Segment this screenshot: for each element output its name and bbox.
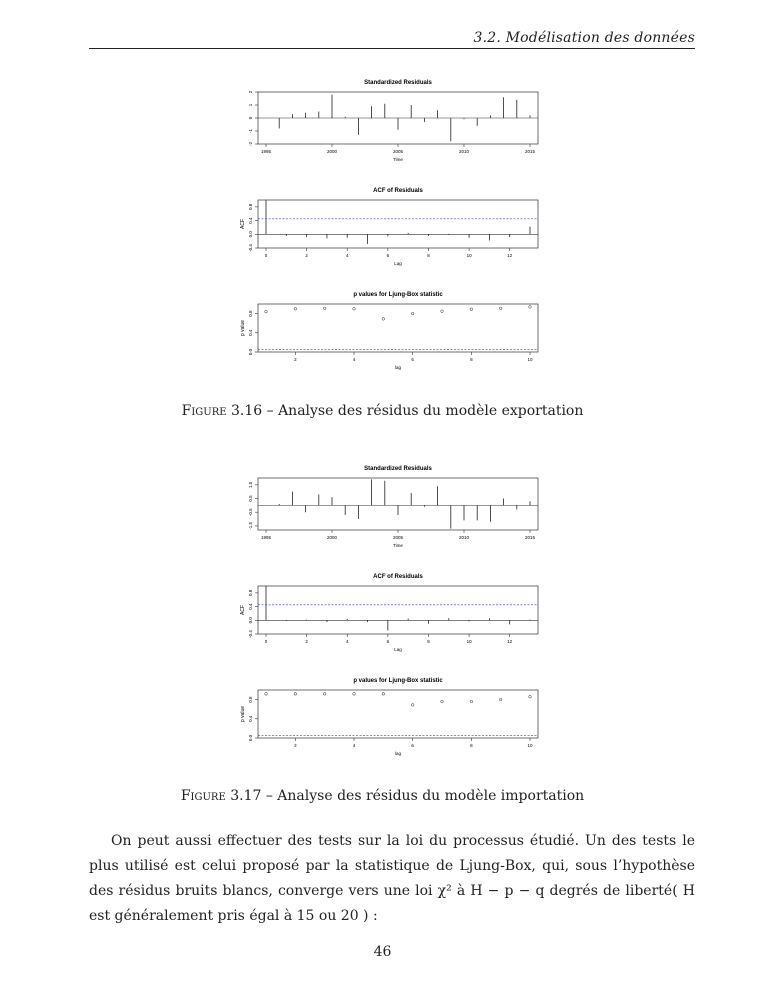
x-tick-label: 1995 xyxy=(260,535,272,540)
x-axis-label: Time xyxy=(393,543,403,548)
p-value-point xyxy=(441,700,444,703)
p-value-point xyxy=(529,695,532,698)
x-tick-label: 2005 xyxy=(392,535,404,540)
y-tick-label: -1.5 xyxy=(248,522,253,530)
running-title: 3.2. Modélisation des données xyxy=(473,30,695,46)
x-tick-label: 4 xyxy=(345,253,349,258)
x-tick-label: 12 xyxy=(507,639,513,644)
y-tick-label: 0.0 xyxy=(248,617,253,624)
x-tick-label: 2010 xyxy=(458,149,470,154)
figure-3-17 xyxy=(210,458,550,778)
panel-acf xyxy=(240,574,538,652)
p-value-point xyxy=(470,308,473,311)
figure-caption-3-16 xyxy=(0,403,765,419)
x-tick-label: 4 xyxy=(352,743,356,748)
figure-caption-3-17 xyxy=(0,788,765,804)
y-tick-label: 0.5 xyxy=(248,495,253,502)
p-value-point xyxy=(323,693,326,696)
y-axis-label: ACF xyxy=(240,219,246,229)
panel-residuals xyxy=(248,466,538,548)
x-axis-label: Lag xyxy=(394,647,402,652)
x-tick-label: 10 xyxy=(466,253,472,258)
x-tick-label: 8 xyxy=(470,357,473,362)
x-tick-label: 4 xyxy=(345,639,349,644)
x-tick-label: 2000 xyxy=(326,535,338,540)
caption-number: 3.16 xyxy=(231,403,263,419)
panel-title: ACF of Residuals xyxy=(373,188,423,194)
y-tick-label: 0.8 xyxy=(248,203,253,210)
y-tick-label: 0.4 xyxy=(248,329,253,336)
y-tick-label: 0 xyxy=(248,116,253,120)
x-tick-label: 6 xyxy=(386,253,390,258)
figure-3-16 xyxy=(210,72,550,392)
x-tick-label: 10 xyxy=(527,357,533,362)
plot-frame xyxy=(258,478,538,530)
p-value-point xyxy=(499,698,502,701)
panel-title: Standardized Residuals xyxy=(364,466,432,472)
x-axis-label: Lag xyxy=(394,261,402,266)
panel-title: ACF of Residuals xyxy=(373,574,423,580)
x-tick-label: 2015 xyxy=(524,149,536,154)
panel-residuals xyxy=(248,80,538,162)
p-value-point xyxy=(470,700,473,703)
p-value-point xyxy=(294,308,297,311)
x-axis-label: lag xyxy=(394,365,402,370)
x-tick-label: 2010 xyxy=(458,535,470,540)
y-tick-label: -0.5 xyxy=(248,508,253,517)
y-tick-label: 1 xyxy=(248,103,253,107)
y-tick-label: -0.4 xyxy=(248,630,253,638)
p-value-point xyxy=(265,310,268,313)
y-tick-label: 0.4 xyxy=(248,217,253,224)
x-tick-label: 2005 xyxy=(392,149,404,154)
y-tick-label: 0.0 xyxy=(248,231,253,238)
panel-title: Standardized Residuals xyxy=(364,80,432,86)
plot-frame xyxy=(258,586,538,634)
y-tick-label: -0.4 xyxy=(248,244,253,252)
caption-number: 3.17 xyxy=(230,788,262,804)
x-axis-label: Time xyxy=(393,157,403,162)
y-tick-label: 1.5 xyxy=(248,481,253,488)
y-tick-label: 0.0 xyxy=(248,734,253,742)
y-tick-label: 2 xyxy=(248,90,253,94)
p-value-point xyxy=(499,307,502,310)
p-value-point xyxy=(411,312,414,315)
x-tick-label: 2 xyxy=(305,253,308,258)
panel-title: p values for Ljung-Box statistic xyxy=(353,678,443,684)
p-value-point xyxy=(265,693,268,696)
x-tick-label: 2 xyxy=(294,743,297,748)
x-tick-label: 10 xyxy=(466,639,472,644)
p-value-point xyxy=(353,693,356,696)
y-tick-label: 0.8 xyxy=(248,696,253,703)
panel-acf xyxy=(240,188,538,266)
header-rule xyxy=(89,48,695,49)
p-value-point xyxy=(411,704,414,707)
p-value-point xyxy=(382,693,385,696)
x-tick-label: 1995 xyxy=(260,149,272,154)
x-tick-label: 6 xyxy=(386,639,390,644)
p-value-point xyxy=(353,308,356,311)
caption-text: – Analyse des résidus du modèle importation xyxy=(261,788,585,804)
y-axis-label: ACF xyxy=(240,605,246,615)
panel-ljung xyxy=(240,678,538,756)
p-value-point xyxy=(441,310,444,313)
plot-frame xyxy=(258,200,538,248)
x-tick-label: 12 xyxy=(507,253,513,258)
y-tick-label: 0.8 xyxy=(248,310,253,317)
p-value-point xyxy=(294,693,297,696)
panel-title: p values for Ljung-Box statistic xyxy=(353,292,443,298)
p-value-point xyxy=(323,307,326,310)
x-axis-label: lag xyxy=(394,751,402,756)
panel-ljung xyxy=(240,292,538,370)
plot-frame xyxy=(258,690,538,738)
caption-label: Figure xyxy=(180,788,226,804)
x-tick-label: 4 xyxy=(352,357,356,362)
x-tick-label: 2 xyxy=(294,357,297,362)
x-tick-label: 2015 xyxy=(524,535,536,540)
body-text xyxy=(89,829,695,929)
y-tick-label: -2 xyxy=(248,141,253,147)
p-value-point xyxy=(382,318,385,321)
y-tick-label: 0.4 xyxy=(248,603,253,610)
x-tick-label: 0 xyxy=(264,639,268,644)
paragraph: On peut aussi effectuer des tests sur la loi du processus étudié. Un des tests le plus utilisé est celui proposé par la statistique de Ljung-Box, qui, sous l’hypothèse des résidus bruits blancs, converge vers une loi χ² à H − p − q degrés de liberté( H est généralement pris égal à 15 ou 20 ) : xyxy=(89,833,695,924)
x-tick-label: 2000 xyxy=(326,149,338,154)
page-number: 46 xyxy=(373,944,392,960)
x-tick-label: 8 xyxy=(427,639,430,644)
y-tick-label: 0.8 xyxy=(248,589,253,596)
y-axis-label: p value xyxy=(240,319,246,337)
caption-label: Figure xyxy=(181,403,227,419)
x-tick-label: 2 xyxy=(305,639,308,644)
p-value-point xyxy=(529,306,532,309)
plot-frame xyxy=(258,304,538,352)
x-tick-label: 8 xyxy=(470,743,473,748)
y-tick-label: -1 xyxy=(248,128,253,134)
y-axis-label: p value xyxy=(240,705,246,723)
x-tick-label: 6 xyxy=(411,743,414,748)
x-tick-label: 10 xyxy=(527,743,533,748)
caption-text: – Analyse des résidus du modèle exportation xyxy=(262,403,584,419)
x-tick-label: 6 xyxy=(411,357,414,362)
x-tick-label: 8 xyxy=(427,253,430,258)
y-tick-label: 0.4 xyxy=(248,715,253,722)
x-tick-label: 0 xyxy=(264,253,268,258)
y-tick-label: 0.0 xyxy=(248,348,253,356)
